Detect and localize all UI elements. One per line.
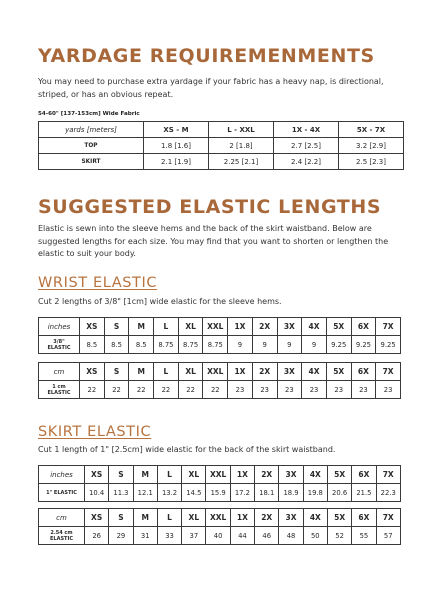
size-header: L <box>154 363 179 381</box>
length-cell: 23 <box>351 381 376 399</box>
size-header: 4X <box>302 363 327 381</box>
row-label-line: ELASTIC <box>49 535 73 542</box>
yardage-col-header: L - XXL <box>209 122 274 138</box>
length-cell: 22 <box>154 381 179 399</box>
size-header: 1X <box>228 363 253 381</box>
row-label-line: 1 cm <box>52 383 66 390</box>
length-cell: 22 <box>129 381 154 399</box>
size-header: 1X <box>228 318 253 336</box>
yardage-col-header: 5X - 7X <box>339 122 404 138</box>
length-row <box>39 336 401 354</box>
length-cell: 23 <box>326 381 351 399</box>
elastic-row-label <box>39 527 85 545</box>
length-cell: 23 <box>252 381 277 399</box>
length-cell: 8.5 <box>129 336 154 354</box>
skirt-instruction: Cut 1 length of 1" [2.5cm] wide elastic for the back of the skirt waistband. <box>38 445 336 454</box>
yardage-col-header: XS - M <box>144 122 209 138</box>
size-header: 3X <box>277 363 302 381</box>
yardage-cell: 2.1 [1.9] <box>144 154 209 170</box>
size-header: 7X <box>376 363 401 381</box>
size-header: 5X <box>327 509 351 527</box>
size-header: 2X <box>255 509 279 527</box>
size-header: XS <box>85 509 109 527</box>
size-header: XS <box>80 363 105 381</box>
unit-header: inches <box>39 318 80 336</box>
yardage-heading: YARDAGE REQUIREMENMENTS <box>38 45 375 67</box>
length-cell: 48 <box>279 527 303 545</box>
size-header: 2X <box>255 466 279 484</box>
size-header: XXL <box>203 318 228 336</box>
fabric-width-label: 54-60" [137-153cm] Wide Fabric <box>38 111 140 117</box>
length-cell: 22 <box>203 381 228 399</box>
row-label-line: ELASTIC <box>47 389 71 396</box>
size-header: 4X <box>303 466 327 484</box>
length-cell: 8.75 <box>178 336 203 354</box>
size-header: XL <box>178 363 203 381</box>
length-cell: 33 <box>157 527 181 545</box>
yardage-row-skirt <box>39 154 404 170</box>
length-cell: 20.6 <box>327 484 351 502</box>
length-row <box>39 484 401 502</box>
length-cell: 22 <box>104 381 129 399</box>
yardage-cell: 3.2 [2.9] <box>339 138 404 154</box>
wrist-cm-table <box>38 362 401 399</box>
skirt-inches-table <box>38 465 401 502</box>
length-cell: 44 <box>230 527 254 545</box>
size-header: S <box>104 363 129 381</box>
length-cell: 9 <box>252 336 277 354</box>
length-cell: 9 <box>228 336 253 354</box>
length-cell: 9.25 <box>326 336 351 354</box>
size-header: S <box>104 318 129 336</box>
length-cell: 37 <box>182 527 206 545</box>
elastic-intro: Elastic is sewn into the sleeve hems and the back of the skirt waistband. Below are suggested lengths for each size. You may find that you want to shorten or lengthen the elastic to suit your body. <box>38 224 389 258</box>
yardage-cell: 1.8 [1.6] <box>144 138 209 154</box>
length-cell: 26 <box>85 527 109 545</box>
row-label-line: 1" ELASTIC <box>46 489 77 496</box>
size-header: L <box>157 509 181 527</box>
size-header: M <box>133 466 157 484</box>
length-cell: 14.5 <box>182 484 206 502</box>
length-cell: 9.25 <box>376 336 401 354</box>
size-header: 6X <box>351 363 376 381</box>
length-cell: 23 <box>228 381 253 399</box>
size-header: M <box>133 509 157 527</box>
size-header: XL <box>182 466 206 484</box>
unit-header: inches <box>39 466 85 484</box>
length-cell: 8.5 <box>104 336 129 354</box>
wrist-inches-table <box>38 317 401 354</box>
length-cell: 9 <box>277 336 302 354</box>
length-cell: 23 <box>376 381 401 399</box>
size-header: XS <box>80 318 105 336</box>
size-header: L <box>154 318 179 336</box>
length-cell: 31 <box>133 527 157 545</box>
size-header-row <box>39 509 401 527</box>
length-cell: 22 <box>178 381 203 399</box>
size-header: 7X <box>376 466 400 484</box>
elastic-heading: SUGGESTED ELASTIC LENGTHS <box>38 196 382 218</box>
size-header: 2X <box>252 318 277 336</box>
length-cell: 19.8 <box>303 484 327 502</box>
size-header: 4X <box>303 509 327 527</box>
yardage-cell: 2.4 [2.2] <box>274 154 339 170</box>
length-cell: 23 <box>302 381 327 399</box>
size-header: 6X <box>352 466 376 484</box>
length-row <box>39 381 401 399</box>
length-cell: 15.9 <box>206 484 230 502</box>
length-cell: 52 <box>327 527 351 545</box>
size-header: 1X <box>230 509 254 527</box>
length-cell: 18.1 <box>255 484 279 502</box>
size-header-row <box>39 318 401 336</box>
length-cell: 10.4 <box>85 484 109 502</box>
elastic-row-label <box>39 381 80 399</box>
length-cell: 55 <box>352 527 376 545</box>
length-cell: 8.75 <box>203 336 228 354</box>
yardage-row-label: TOP <box>39 138 144 154</box>
size-header: XL <box>182 509 206 527</box>
length-cell: 21.5 <box>352 484 376 502</box>
length-cell: 8.5 <box>80 336 105 354</box>
length-row <box>39 527 401 545</box>
length-cell: 22.3 <box>376 484 400 502</box>
length-cell: 50 <box>303 527 327 545</box>
skirt-elastic-heading: SKIRT ELASTIC <box>38 424 152 440</box>
length-cell: 8.75 <box>154 336 179 354</box>
size-header: 6X <box>352 509 376 527</box>
yardage-cell: 2.7 [2.5] <box>274 138 339 154</box>
length-cell: 29 <box>109 527 133 545</box>
row-label-line: 3/8" <box>53 338 65 345</box>
yardage-cell: 2 [1.8] <box>209 138 274 154</box>
length-cell: 13.2 <box>157 484 181 502</box>
size-header: 5X <box>327 466 351 484</box>
size-header: S <box>109 509 133 527</box>
length-cell: 22 <box>80 381 105 399</box>
length-cell: 17.2 <box>230 484 254 502</box>
length-cell: 11.3 <box>109 484 133 502</box>
length-cell: 40 <box>206 527 230 545</box>
size-header: XXL <box>206 466 230 484</box>
yardage-row-top <box>39 138 404 154</box>
length-cell: 23 <box>277 381 302 399</box>
length-cell: 9.25 <box>351 336 376 354</box>
size-header: XL <box>178 318 203 336</box>
yardage-header-row <box>39 122 404 138</box>
size-header: 3X <box>277 318 302 336</box>
length-cell: 46 <box>255 527 279 545</box>
size-header: 3X <box>279 509 303 527</box>
size-header: 4X <box>302 318 327 336</box>
size-header: 1X <box>230 466 254 484</box>
size-header: 7X <box>376 318 401 336</box>
size-header: L <box>157 466 181 484</box>
size-header: XXL <box>203 363 228 381</box>
size-header-row <box>39 466 401 484</box>
size-header: 3X <box>279 466 303 484</box>
size-header: M <box>129 363 154 381</box>
size-header: M <box>129 318 154 336</box>
size-header: 6X <box>351 318 376 336</box>
length-cell: 57 <box>376 527 400 545</box>
unit-header: cm <box>39 509 85 527</box>
yardage-table <box>38 121 404 170</box>
length-cell: 9 <box>302 336 327 354</box>
yardage-unit-header: yards [meters] <box>39 122 144 138</box>
size-header: 7X <box>376 509 400 527</box>
yardage-cell: 2.25 [2.1] <box>209 154 274 170</box>
yardage-cell: 2.5 [2.3] <box>339 154 404 170</box>
size-header: XS <box>85 466 109 484</box>
wrist-elastic-heading: WRIST ELASTIC <box>38 275 158 291</box>
size-header: S <box>109 466 133 484</box>
length-cell: 12.1 <box>133 484 157 502</box>
size-header-row <box>39 363 401 381</box>
size-header: 2X <box>252 363 277 381</box>
yardage-col-header: 1X - 4X <box>274 122 339 138</box>
elastic-row-label <box>39 336 80 354</box>
size-header: XXL <box>206 509 230 527</box>
wrist-instruction: Cut 2 lengths of 3/8" [1cm] wide elastic for the sleeve hems. <box>38 297 282 306</box>
row-label-line: 2.54 cm <box>50 529 73 536</box>
elastic-row-label <box>39 484 85 502</box>
size-header: 5X <box>326 363 351 381</box>
yardage-row-label: SKIRT <box>39 154 144 170</box>
length-cell: 18.9 <box>279 484 303 502</box>
yardage-intro: You may need to purchase extra yardage if your fabric has a heavy nap, is directional, striped, or has an obvious repeat. <box>38 77 384 99</box>
size-header: 5X <box>326 318 351 336</box>
row-label-line: ELASTIC <box>47 344 71 351</box>
skirt-cm-table <box>38 508 401 545</box>
unit-header: cm <box>39 363 80 381</box>
